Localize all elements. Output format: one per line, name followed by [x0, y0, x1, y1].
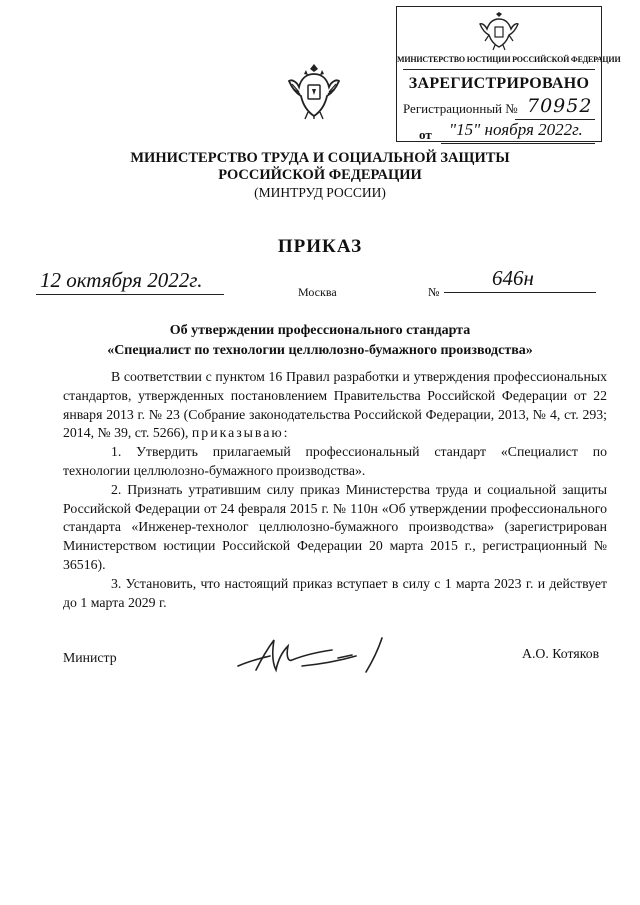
signatory-name: А.О. Котяков	[522, 646, 600, 661]
order-number: 646н	[492, 266, 534, 290]
coat-of-arms-icon	[479, 11, 519, 51]
order-date-underline	[36, 294, 224, 295]
ministry-name-line2: РОССИЙСКОЙ ФЕДЕРАЦИИ	[218, 167, 422, 183]
item-2: 2. Признать утратившим силу приказ Министерства труда и социальной защиты Российской Федерации от 24 февраля 2015 г. № 110н «Об утверждении профессионального стандарта «Инженер-технолог целлюлозно-бумажного производства» (зарегистрирован Министерством юстиции Российской Федерации 20 марта 2015 г., регистрационный № 36516).	[63, 481, 607, 572]
stamp-divider	[403, 69, 595, 70]
item-3: 3. Установить, что настоящий приказ вступает в силу с 1 марта 2023 г. и действует до 1 марта 2029 г.	[63, 575, 607, 610]
ministry-name-line1: МИНИСТЕРСТВО ТРУДА И СОЦИАЛЬНОЙ ЗАЩИТЫ	[130, 150, 510, 166]
stamp-reg-number-label: Регистрационный №	[403, 101, 518, 116]
stamp-date-underline	[441, 143, 595, 144]
document-title	[0, 321, 640, 361]
signatory-role: Министр	[63, 650, 117, 665]
ministry-short-name: (МИНТРУД РОССИИ)	[254, 185, 386, 200]
preamble-paragraph	[63, 368, 607, 443]
order-date: 12 октября 2022г.	[40, 268, 203, 292]
handwritten-signature-icon	[232, 630, 412, 680]
order-number-label: №	[428, 285, 440, 299]
ministry-name	[0, 150, 640, 184]
document-title-line1: Об утверждении профессионального стандарта	[169, 323, 471, 338]
document-type: ПРИКАЗ	[277, 236, 363, 257]
stamp-ministry-name: МИНИСТЕРСТВО ЮСТИЦИИ РОССИЙСКОЙ ФЕДЕРАЦИИ	[397, 55, 621, 64]
coat-of-arms-icon	[288, 62, 340, 120]
preamble-text: В соответствии с пунктом 16 Правил разработки и утверждения профессиональных стандартов, утвержденных постановлением Правительства Российской Федерации от 22 января 2013 г. № 23 (Собрание законодательства Российской Федерации, 2013, № 4, ст. 293; 2014, № 39, ст. 5266),	[63, 369, 607, 441]
stamp-reg-number-value: 70952	[527, 95, 593, 117]
document-title-line2: «Специалист по технологии целлюлозно-бумажного производства»	[107, 343, 533, 358]
order-number-underline	[444, 292, 596, 293]
document-body	[63, 368, 607, 612]
registration-stamp	[396, 6, 621, 142]
item-1: 1. Утвердить прилагаемый профессиональный стандарт «Специалист по технологии целлюлозно-бумажного производства».	[63, 444, 607, 478]
stamp-date-label: от	[419, 127, 432, 142]
stamp-date-value: "15" ноября 2022г.	[449, 120, 583, 139]
order-word: приказываю:	[191, 425, 290, 441]
stamp-status: ЗАРЕГИСТРИРОВАНО	[408, 75, 590, 92]
order-city: Москва	[298, 285, 337, 299]
